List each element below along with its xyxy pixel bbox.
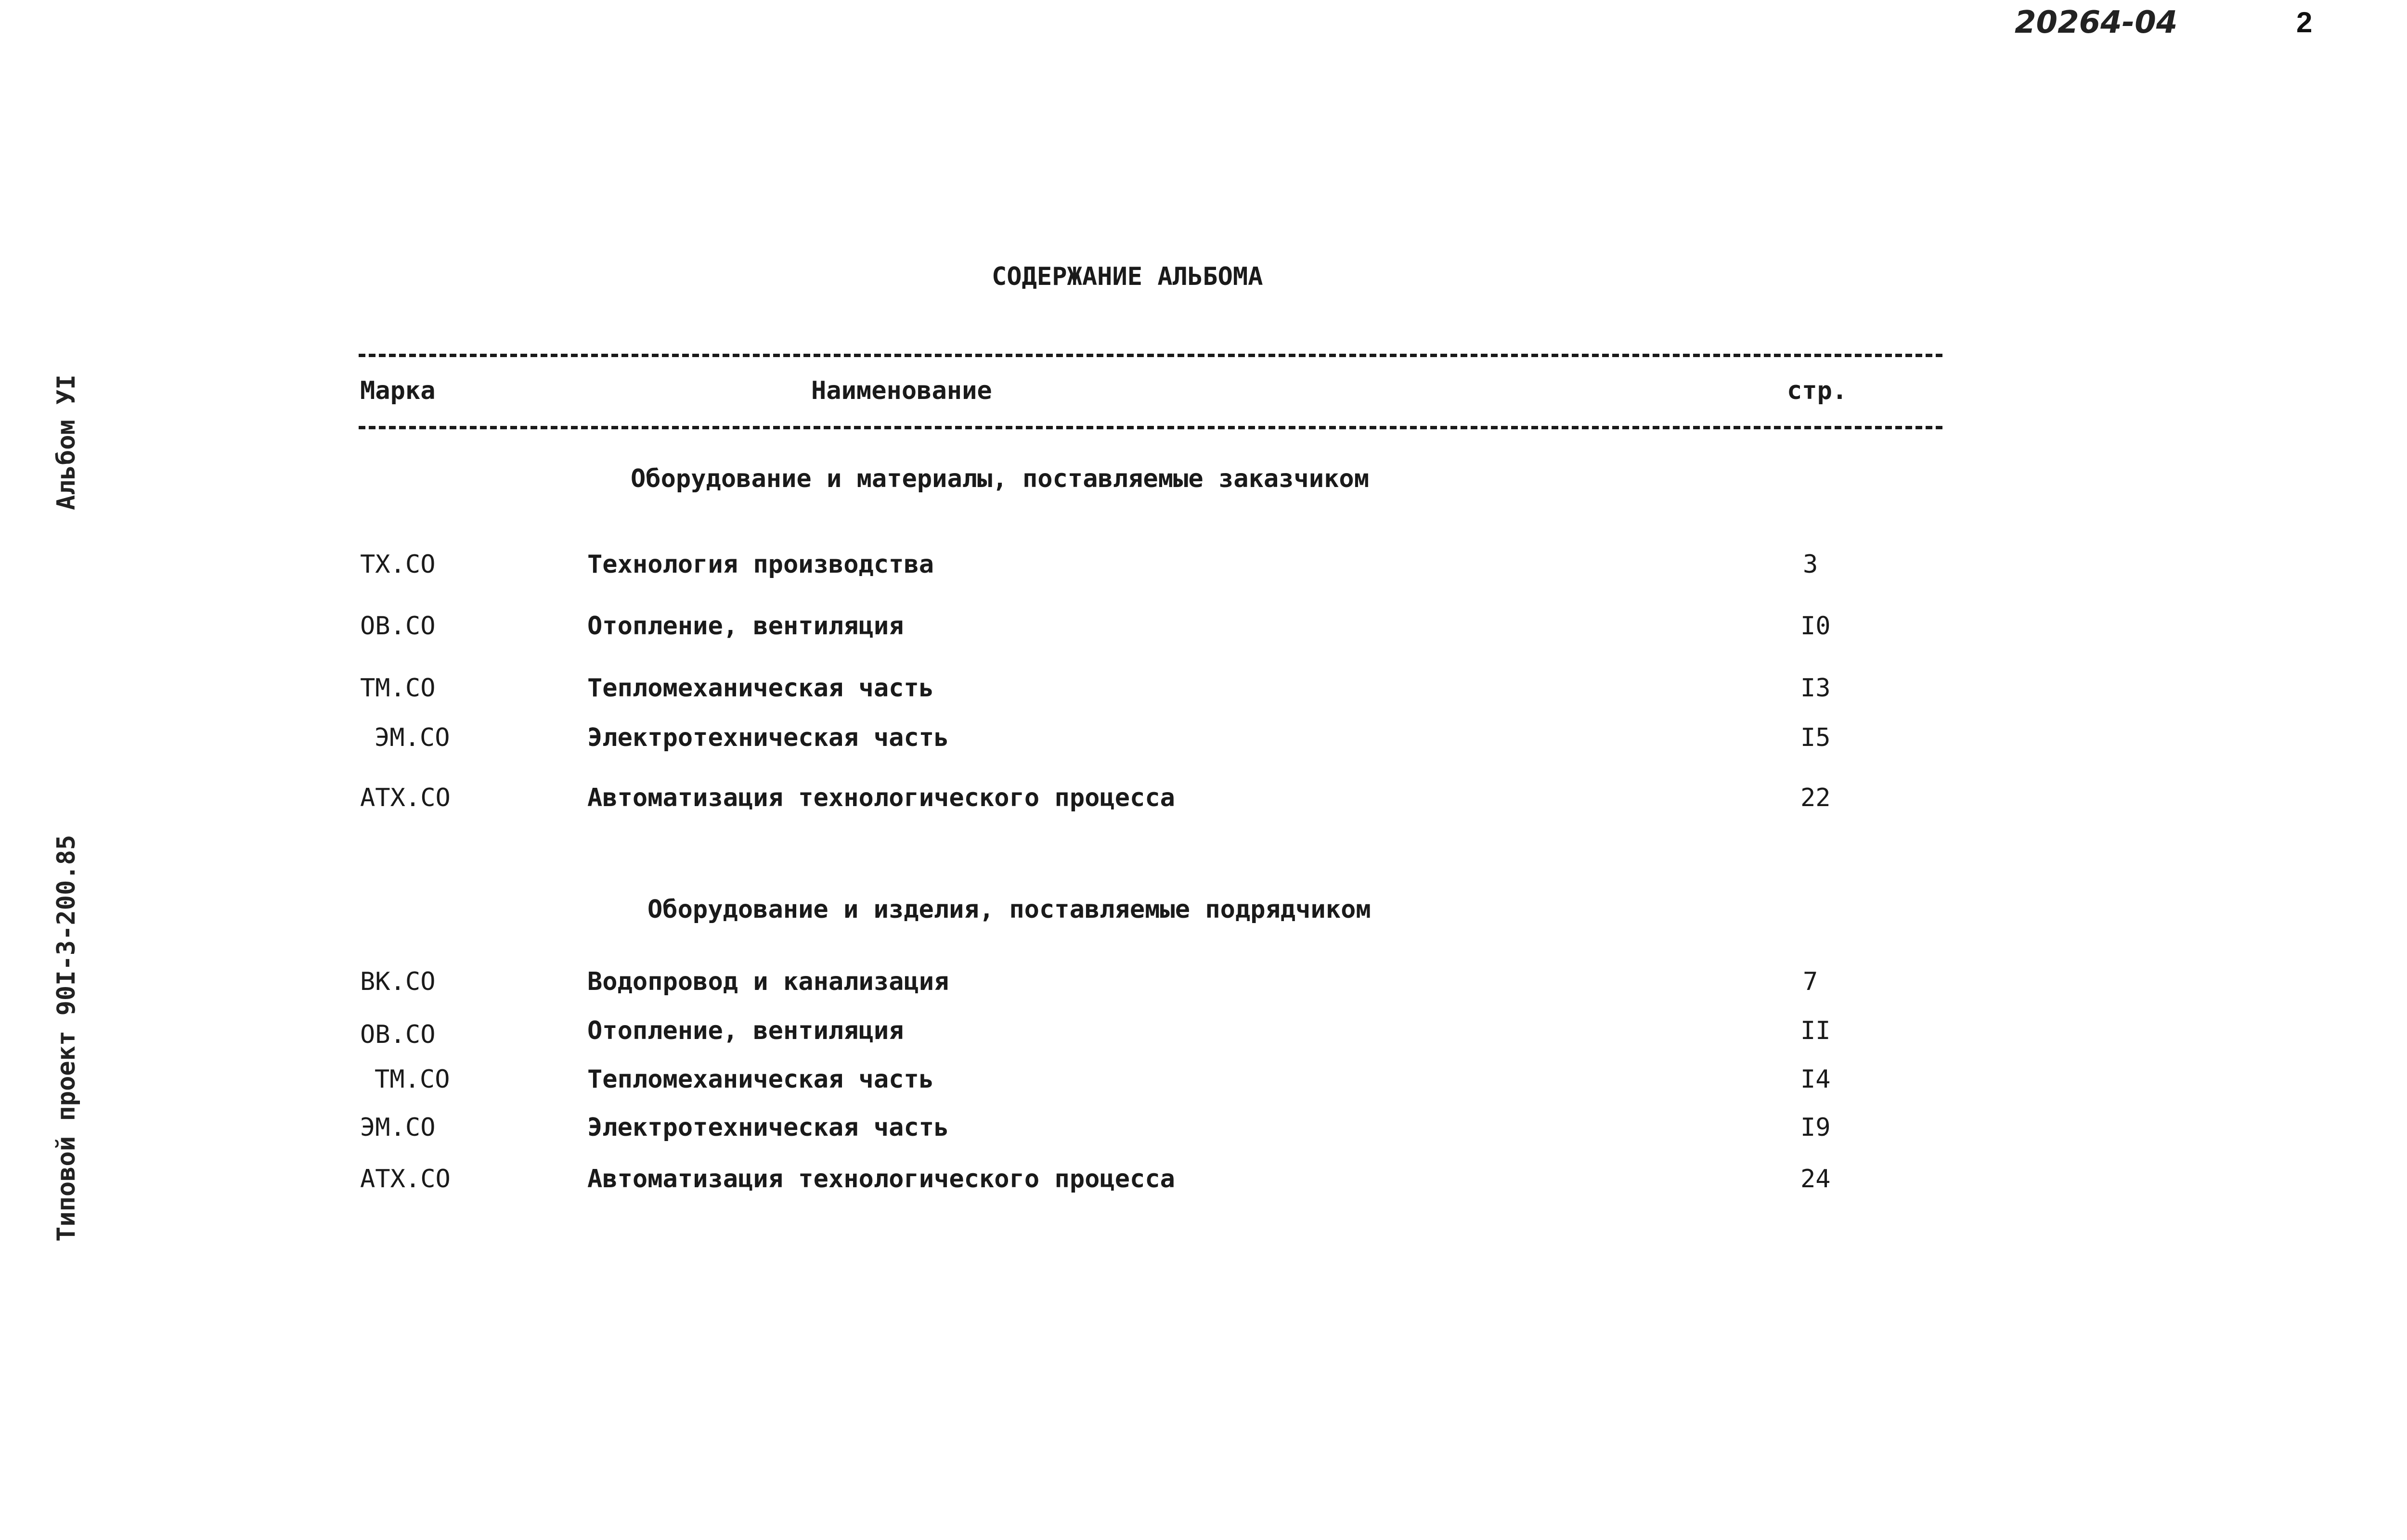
section-title-customer: Оборудование и материалы, поставляемые заказчиком: [631, 464, 1370, 493]
row-mark: АТХ.СО: [360, 783, 451, 812]
row-page: 22: [1800, 783, 1831, 812]
dashed-rule-bottom: [359, 426, 1942, 429]
row-page: II: [1800, 1016, 1831, 1045]
row-page: I3: [1800, 674, 1831, 703]
row-name: Технология производства: [587, 550, 934, 579]
row-name: Тепломеханическая часть: [587, 674, 934, 703]
row-page: I4: [1800, 1065, 1831, 1094]
row-name: Отопление, вентиляция: [587, 612, 904, 641]
column-header-mark: Марка: [360, 376, 436, 405]
row-mark: ОВ.СО: [360, 612, 436, 641]
row-mark: ТМ.СО: [360, 674, 436, 703]
row-name: Автоматизация технологического процесса: [587, 783, 1175, 812]
row-page: 24: [1800, 1165, 1831, 1194]
row-name: Электротехническая часть: [587, 723, 949, 752]
row-name: Автоматизация технологического процесса: [587, 1165, 1175, 1194]
row-mark: АТХ.СО: [360, 1165, 451, 1194]
row-mark: ОВ.СО: [360, 1020, 436, 1049]
row-name: Водопровод и канализация: [587, 967, 949, 996]
dashed-rule-top: [359, 354, 1942, 357]
row-mark: ЭМ.СО: [375, 723, 450, 752]
section-title-contractor: Оборудование и изделия, поставляемые подрядчиком: [647, 895, 1371, 924]
column-header-name: Наименование: [811, 376, 992, 405]
row-mark: ЭМ.СО: [360, 1113, 436, 1142]
page-title: СОДЕРЖАНИЕ АЛЬБОМА: [992, 262, 1263, 291]
row-mark: ВК.СО: [360, 967, 436, 996]
document-number: 20264-04: [2015, 5, 2178, 40]
row-mark: ТМ.СО: [375, 1065, 450, 1094]
side-label-project: Типовой проект 90I-3-200.85: [52, 834, 81, 1242]
row-name: Отопление, вентиляция: [587, 1016, 904, 1045]
row-name: Электротехническая часть: [587, 1113, 949, 1142]
side-label-album: Альбом УI: [52, 374, 81, 510]
row-name: Тепломеханическая часть: [587, 1065, 934, 1094]
column-header-page: стр.: [1787, 376, 1848, 405]
row-page: I5: [1800, 723, 1831, 752]
row-mark: ТХ.СО: [360, 550, 436, 579]
row-page: 3: [1803, 550, 1818, 579]
row-page: I9: [1800, 1113, 1831, 1142]
page-number: 2: [2296, 6, 2313, 38]
row-page: I0: [1800, 612, 1831, 641]
row-page: 7: [1803, 967, 1818, 996]
